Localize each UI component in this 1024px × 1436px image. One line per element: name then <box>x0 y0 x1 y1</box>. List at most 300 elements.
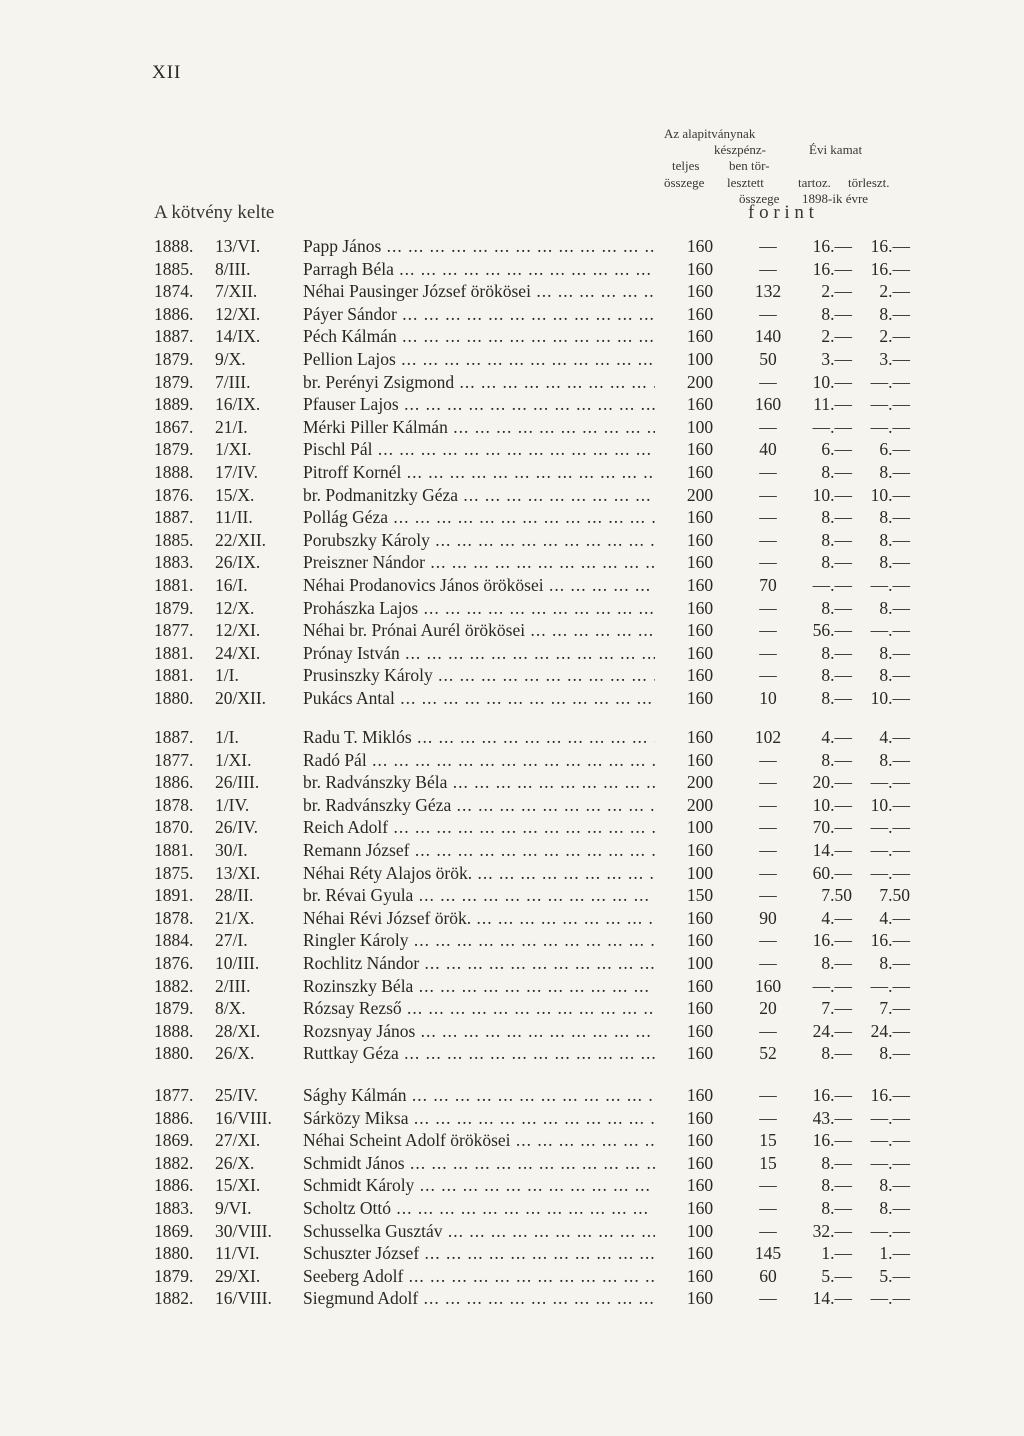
cell-owed: 2.— <box>821 326 852 347</box>
cell-cash: — <box>759 258 777 279</box>
cell-total: 160 <box>686 1243 714 1264</box>
cell-name: Papp János ... . <box>303 235 655 257</box>
cell-date: 15/XI. <box>215 1175 261 1196</box>
cell-name: Prusinszky Károly ... . <box>303 664 655 686</box>
cell-year: 1876. <box>154 953 194 973</box>
cell-total: 160 <box>686 529 714 550</box>
cell-paid: 5.— <box>879 1265 910 1286</box>
table-row <box>0 1020 1024 1042</box>
cell-total: 160 <box>686 1198 714 1218</box>
cell-paid: 10.— <box>870 794 910 815</box>
cell-year: 1869. <box>154 1220 194 1241</box>
cell-date: 7/XII. <box>215 281 258 302</box>
cell-paid: 2.— <box>879 281 910 302</box>
cell-cash: 160 <box>754 975 782 996</box>
cell-paid: 2.— <box>879 326 910 347</box>
cell-paid: —.— <box>870 840 910 860</box>
cell-year: 1880. <box>154 688 194 708</box>
cell-owed: 8.— <box>821 688 852 708</box>
cell-paid: —.— <box>870 772 910 793</box>
cell-date: 11/II. <box>215 507 253 528</box>
cell-cash: — <box>759 620 777 641</box>
cell-date: 9/X. <box>215 349 246 369</box>
cell-cash: 145 <box>754 1243 782 1264</box>
cell-paid: 8.— <box>879 552 910 573</box>
cell-paid: —.— <box>870 975 910 996</box>
cell-owed: 7.50 <box>821 885 852 906</box>
cell-paid: 4.— <box>879 907 910 928</box>
cell-paid: 8.— <box>879 529 910 550</box>
cell-name: Prohászka Lajos ... . <box>303 597 655 619</box>
cell-year: 1880. <box>154 1043 194 1064</box>
cell-year: 1878. <box>154 794 194 815</box>
cell-date: 12/XI. <box>215 620 261 641</box>
cell-total: 160 <box>686 303 714 324</box>
cell-cash: — <box>759 794 777 815</box>
cell-paid: —.— <box>870 1130 910 1151</box>
cell-total: 100 <box>686 953 714 973</box>
cell-paid: 24.— <box>870 1020 910 1041</box>
table-row <box>0 303 1024 325</box>
cell-date: 21/I. <box>215 416 248 437</box>
cell-name: Ringler Károly ... . <box>303 929 655 951</box>
table-row <box>0 529 1024 551</box>
cell-name: Reich Adolf ... . <box>303 816 655 838</box>
cell-paid: 8.— <box>879 303 910 324</box>
cell-total: 160 <box>686 840 714 860</box>
cell-owed: 4.— <box>821 727 852 747</box>
cell-cash: 140 <box>754 326 782 347</box>
cell-name: Péch Kálmán ... . <box>303 325 655 347</box>
cell-owed: 8.— <box>821 1152 852 1173</box>
cell-cash: 60 <box>759 1265 777 1286</box>
cell-owed: —.— <box>812 975 852 996</box>
cell-cash: — <box>759 1175 777 1196</box>
table-row <box>0 1242 1024 1264</box>
cash-header-line2: ben tör- <box>729 158 770 173</box>
cell-cash: — <box>759 1198 777 1218</box>
table-row <box>0 907 1024 929</box>
cell-paid: 16.— <box>870 236 910 256</box>
cell-paid: —.— <box>870 416 910 437</box>
cell-date: 14/IX. <box>215 326 261 347</box>
table-row <box>0 1084 1024 1106</box>
cell-name: Sághy Kálmán ... . <box>303 1084 655 1106</box>
cell-total: 150 <box>686 885 714 906</box>
page-number: XII <box>152 62 182 83</box>
table-row <box>0 348 1024 370</box>
table-row <box>0 687 1024 709</box>
cell-name: Néhai Réty Alajos örök. ... . <box>303 862 655 884</box>
cell-year: 1876. <box>154 484 194 505</box>
cell-date: 25/IV. <box>215 1085 258 1105</box>
cell-year: 1882. <box>154 975 194 996</box>
cell-year: 1879. <box>154 1265 194 1286</box>
cell-date: 12/X. <box>215 597 255 618</box>
cell-year: 1888. <box>154 462 194 482</box>
cell-date: 27/XI. <box>215 1130 261 1151</box>
cell-date: 1/XI. <box>215 749 252 770</box>
cell-date: 22/XII. <box>215 529 267 550</box>
table-row <box>0 664 1024 686</box>
cell-paid: 7.— <box>879 998 910 1019</box>
cell-year: 1880. <box>154 1243 194 1264</box>
cash-header-line1: készpénz- <box>714 142 766 157</box>
cell-name: Néhai br. Prónai Aurél örökösei ... . <box>303 619 655 641</box>
cell-year: 1882. <box>154 1288 194 1309</box>
cell-date: 16/IX. <box>215 394 261 415</box>
cell-name: Schuszter József ... . <box>303 1242 655 1264</box>
cell-paid: —.— <box>870 817 910 838</box>
cell-date: 26/IV. <box>215 817 258 838</box>
cell-year: 1869. <box>154 1130 194 1151</box>
cell-cash: 15 <box>759 1152 777 1173</box>
table-row <box>0 884 1024 906</box>
cell-cash: — <box>759 462 777 482</box>
cell-year: 1879. <box>154 439 194 460</box>
group-title: Az alapitványnak <box>664 126 756 141</box>
table-row <box>0 862 1024 884</box>
cell-total: 160 <box>686 975 714 996</box>
cell-paid: 1.— <box>879 1243 910 1264</box>
cell-date: 26/X. <box>215 1152 255 1173</box>
cell-paid: —.— <box>870 394 910 415</box>
cell-owed: 8.— <box>821 953 852 973</box>
cell-year: 1877. <box>154 749 194 770</box>
cell-name: Néhai Pausinger József örökösei ... . <box>303 280 655 302</box>
cell-date: 13/XI. <box>215 862 261 883</box>
cell-year: 1877. <box>154 620 194 641</box>
cell-year: 1888. <box>154 236 194 256</box>
cell-name: Ruttkay Géza ... . <box>303 1042 655 1064</box>
cell-total: 200 <box>686 794 714 815</box>
cell-total: 160 <box>686 930 714 951</box>
table-row <box>0 839 1024 861</box>
cell-paid: 8.— <box>879 642 910 663</box>
cell-date: 1/I. <box>215 665 239 686</box>
cell-date: 9/VI. <box>215 1198 252 1218</box>
cell-date: 21/X. <box>215 907 255 928</box>
cell-owed: 6.— <box>821 439 852 460</box>
cell-total: 160 <box>686 688 714 708</box>
cell-date: 11/VI. <box>215 1243 260 1264</box>
cell-owed: 8.— <box>821 552 852 573</box>
table-row <box>0 997 1024 1019</box>
cell-date: 30/I. <box>215 840 248 860</box>
cell-paid: —.— <box>870 862 910 883</box>
cell-cash: — <box>759 772 777 793</box>
table-row <box>0 416 1024 438</box>
cell-name: Pitroff Kornél ... . <box>303 461 655 483</box>
cell-year: 1881. <box>154 665 194 686</box>
cell-year: 1881. <box>154 575 194 595</box>
cell-total: 160 <box>686 1152 714 1173</box>
cell-cash: — <box>759 749 777 770</box>
cell-total: 160 <box>686 665 714 686</box>
cell-date: 15/X. <box>215 484 255 505</box>
cell-total: 160 <box>686 258 714 279</box>
cell-cash: 132 <box>754 281 782 302</box>
cell-name: Páyer Sándor ... . <box>303 303 655 325</box>
cell-year: 1879. <box>154 371 194 392</box>
cell-year: 1867. <box>154 416 194 437</box>
cell-name: Porubszky Károly ... . <box>303 529 655 551</box>
cell-owed: 16.— <box>812 1130 852 1151</box>
cell-owed: —.— <box>812 575 852 595</box>
cell-cash: — <box>759 507 777 528</box>
cell-total: 200 <box>686 772 714 793</box>
cell-owed: 8.— <box>821 507 852 528</box>
cell-year: 1870. <box>154 817 194 838</box>
cell-owed: 14.— <box>812 1288 852 1309</box>
cell-paid: —.— <box>870 575 910 595</box>
table-row <box>0 726 1024 748</box>
table-row <box>0 235 1024 257</box>
table-row <box>0 771 1024 793</box>
amount-header: összege <box>739 191 780 206</box>
cell-total: 100 <box>686 862 714 883</box>
cell-year: 1884. <box>154 930 194 951</box>
cell-owed: 8.— <box>821 1043 852 1064</box>
cell-date: 1/IV. <box>215 794 250 815</box>
cell-owed: 16.— <box>812 930 852 951</box>
cell-total: 160 <box>686 1130 714 1151</box>
cell-cash: 15 <box>759 1130 777 1151</box>
cell-total: 100 <box>686 349 714 369</box>
cell-year: 1881. <box>154 840 194 860</box>
cell-paid: 8.— <box>879 462 910 482</box>
cell-total: 160 <box>686 462 714 482</box>
cell-year: 1886. <box>154 303 194 324</box>
year-scope-header: 1898-ik évre <box>802 191 869 206</box>
cell-date: 30/VIII. <box>215 1220 272 1241</box>
cell-owed: 3.— <box>821 349 852 369</box>
cell-year: 1883. <box>154 1198 194 1218</box>
cell-owed: 8.— <box>821 462 852 482</box>
cell-name: Néhai Révi József örök. ... . <box>303 907 655 929</box>
cell-paid: 6.— <box>879 439 910 460</box>
table-row <box>0 929 1024 951</box>
cell-year: 1874. <box>154 281 194 302</box>
cell-owed: 56.— <box>812 620 852 641</box>
cell-date: 28/XI. <box>215 1020 261 1041</box>
cell-name: Scholtz Ottó ... . <box>303 1197 655 1219</box>
cell-paid: 8.— <box>879 1043 910 1064</box>
cell-total: 160 <box>686 620 714 641</box>
cell-paid: 8.— <box>879 507 910 528</box>
cell-paid: 16.— <box>870 258 910 279</box>
cell-owed: 8.— <box>821 642 852 663</box>
cell-owed: 43.— <box>812 1107 852 1128</box>
cell-date: 1/XI. <box>215 439 252 460</box>
policy-date-header: A kötvény kelte <box>154 202 275 223</box>
table-row <box>0 280 1024 302</box>
cell-cash: — <box>759 597 777 618</box>
cell-owed: 10.— <box>812 484 852 505</box>
cell-owed: 24.— <box>812 1020 852 1041</box>
cell-date: 8/X. <box>215 998 246 1019</box>
cell-paid: —.— <box>870 1288 910 1309</box>
cell-total: 160 <box>686 1020 714 1041</box>
paid-header: törleszt. <box>848 175 890 190</box>
cell-date: 28/II. <box>215 885 254 906</box>
cell-name: Pellion Lajos ... . <box>303 348 655 370</box>
cell-name: Schusselka Gusztáv ... . <box>303 1220 655 1242</box>
cell-owed: 10.— <box>812 794 852 815</box>
cell-year: 1891. <box>154 885 194 906</box>
cell-name: Schmidt János ... . <box>303 1152 655 1174</box>
total-header-line2: összege <box>664 175 705 190</box>
table-row <box>0 461 1024 483</box>
cell-total: 100 <box>686 416 714 437</box>
cell-cash: — <box>759 1020 777 1041</box>
currency-header: f o r i n t <box>748 202 814 223</box>
cell-cash: — <box>759 930 777 951</box>
cell-owed: 16.— <box>812 258 852 279</box>
cell-paid: 3.— <box>879 349 910 369</box>
cell-cash: 52 <box>759 1043 777 1064</box>
cell-name: Rózsay Rezső ... . <box>303 997 655 1019</box>
table-row <box>0 597 1024 619</box>
cell-owed: 2.— <box>821 281 852 302</box>
cell-date: 1/I. <box>215 727 239 747</box>
cell-cash: — <box>759 665 777 686</box>
cell-total: 160 <box>686 575 714 595</box>
cell-cash: — <box>759 840 777 860</box>
table-row <box>0 506 1024 528</box>
cell-paid: 8.— <box>879 665 910 686</box>
table-row <box>0 1287 1024 1309</box>
cell-name: Radó Pál ... . <box>303 749 655 771</box>
cell-year: 1879. <box>154 349 194 369</box>
cell-name: Remann József ... . <box>303 839 655 861</box>
cell-owed: 32.— <box>812 1220 852 1241</box>
table-row <box>0 952 1024 974</box>
table-row <box>0 258 1024 280</box>
cell-date: 8/III. <box>215 258 251 279</box>
cell-name: Parragh Béla ... . <box>303 258 655 280</box>
table-row <box>0 1174 1024 1196</box>
cell-paid: 4.— <box>879 727 910 747</box>
table-row <box>0 484 1024 506</box>
cell-name: Prónay István ... . <box>303 642 655 664</box>
cell-cash: 50 <box>759 349 777 369</box>
cell-owed: 4.— <box>821 907 852 928</box>
cell-owed: 8.— <box>821 529 852 550</box>
cell-date: 29/XI. <box>215 1265 261 1286</box>
table-row <box>0 794 1024 816</box>
cell-name: Siegmund Adolf ... . <box>303 1287 655 1309</box>
cell-cash: — <box>759 529 777 550</box>
cell-owed: 8.— <box>821 1198 852 1218</box>
cell-date: 16/VIII. <box>215 1288 272 1309</box>
cell-name: Pukács Antal ... . <box>303 687 655 709</box>
cell-name: Pfauser Lajos ... . <box>303 393 655 415</box>
table-row <box>0 749 1024 771</box>
cell-year: 1886. <box>154 772 194 793</box>
cell-cash: — <box>759 817 777 838</box>
cell-cash: — <box>759 236 777 256</box>
cell-total: 160 <box>686 507 714 528</box>
cell-cash: — <box>759 552 777 573</box>
cell-date: 12/XI. <box>215 303 261 324</box>
cell-year: 1875. <box>154 862 194 883</box>
cell-date: 2/III. <box>215 975 251 996</box>
table-row <box>0 1042 1024 1064</box>
total-header-line1: teljes <box>672 158 700 173</box>
cell-date: 10/III. <box>215 953 260 973</box>
cell-year: 1887. <box>154 326 194 347</box>
cell-total: 160 <box>686 749 714 770</box>
cell-total: 160 <box>686 1288 714 1309</box>
cash-header-line3: lesztett <box>727 175 764 190</box>
table-row <box>0 551 1024 573</box>
cell-total: 100 <box>686 817 714 838</box>
cell-owed: 70.— <box>812 817 852 838</box>
cell-paid: —.— <box>870 1220 910 1241</box>
cell-date: 17/IV. <box>215 462 258 482</box>
cell-name: br. Révai Gyula ... . <box>303 884 655 906</box>
cell-owed: —.— <box>812 416 852 437</box>
cell-paid: 8.— <box>879 1198 910 1218</box>
cell-total: 160 <box>686 326 714 347</box>
cell-total: 100 <box>686 1220 714 1241</box>
cell-paid: 8.— <box>879 953 910 973</box>
cell-name: Preiszner Nándor ... . <box>303 551 655 573</box>
owed-header: tartoz. <box>798 175 831 190</box>
cell-name: Rochlitz Nándor ... . <box>303 952 655 974</box>
cell-cash: 102 <box>754 727 782 747</box>
cell-owed: 8.— <box>821 665 852 686</box>
cell-paid: —.— <box>870 1152 910 1173</box>
cell-cash: 20 <box>759 998 777 1019</box>
cell-paid: 10.— <box>870 484 910 505</box>
cell-cash: — <box>759 862 777 883</box>
cell-owed: 16.— <box>812 236 852 256</box>
cell-cash: 160 <box>754 394 782 415</box>
cell-owed: 60.— <box>812 862 852 883</box>
cell-owed: 16.— <box>812 1085 852 1105</box>
cell-total: 160 <box>686 597 714 618</box>
cell-owed: 8.— <box>821 1175 852 1196</box>
table-row <box>0 393 1024 415</box>
cell-date: 16/VIII. <box>215 1107 272 1128</box>
cell-cash: — <box>759 642 777 663</box>
cell-owed: 10.— <box>812 371 852 392</box>
table-row <box>0 1129 1024 1151</box>
cell-total: 160 <box>686 907 714 928</box>
cell-date: 26/III. <box>215 772 260 793</box>
cell-cash: 10 <box>759 688 777 708</box>
cell-total: 160 <box>686 727 714 747</box>
cell-year: 1877. <box>154 1085 194 1105</box>
cell-year: 1889. <box>154 394 194 415</box>
cell-year: 1879. <box>154 998 194 1019</box>
cell-name: Radu T. Miklós ... . <box>303 726 655 748</box>
cell-total: 160 <box>686 1175 714 1196</box>
table-row <box>0 975 1024 997</box>
cell-year: 1888. <box>154 1020 194 1041</box>
cell-name: Néhai Prodanovics János örökösei ... . <box>303 574 655 596</box>
cell-total: 160 <box>686 439 714 460</box>
cell-year: 1881. <box>154 642 194 663</box>
cell-name: Mérki Piller Kálmán ... . <box>303 416 655 438</box>
cell-date: 13/VI. <box>215 236 261 256</box>
cell-year: 1885. <box>154 529 194 550</box>
cell-year: 1882. <box>154 1152 194 1173</box>
cell-paid: 7.50 <box>879 885 910 906</box>
cell-owed: 8.— <box>821 303 852 324</box>
